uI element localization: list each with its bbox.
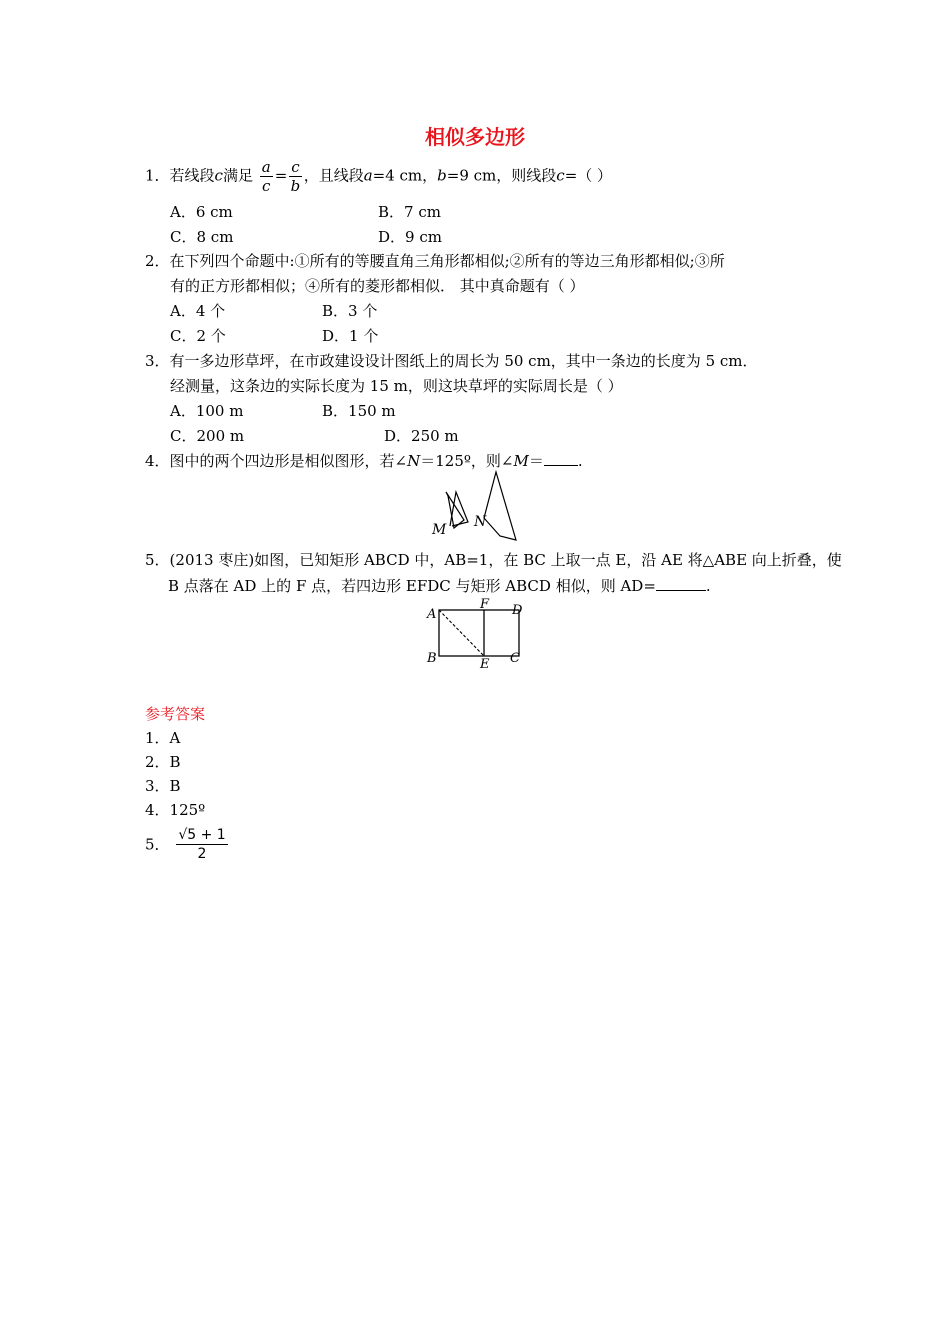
label-a: A <box>427 607 437 622</box>
q1-option-c: C．8 cm <box>170 228 234 246</box>
q2-option-a: A．4 个 <box>170 302 226 320</box>
fold-line-ae <box>439 610 484 656</box>
q2-option-b: B．3 个 <box>322 302 378 320</box>
label-c: C <box>510 651 520 666</box>
question-3-line-1: 3．有一多边形草坪，在市政建设设计图纸上的周长为 50 cm，其中一条边的长度为 5 cm． <box>145 352 758 370</box>
q2-option-c: C．2 个 <box>170 327 226 345</box>
similar-quadrilaterals-figure <box>426 470 522 542</box>
answer-5: 5． $\frac{√5 + 1}{2}$ <box>145 827 226 862</box>
q3-option-a: A．100 m <box>170 402 244 420</box>
question-1: 1．若线段c满足 $\frac{a}{c}$ = $\frac{c}{b}$ ，且线段a=4 cm，b=9 cm，则线段c=（ ） <box>145 158 613 195</box>
rectangle-abcd <box>439 610 519 656</box>
answers-heading: 参考答案 <box>145 705 206 723</box>
label-m: M <box>432 522 447 538</box>
question-5-line-1: 5．(2013 枣庄)如图，已知矩形 ABCD 中，AB=1，在 BC 上取一点 E，沿 AE 将△ABE 向上折叠，使 <box>145 551 842 569</box>
fraction-a-over-c: $\frac{a}{c}$ <box>261 158 271 195</box>
fraction-c-over-b: $\frac{c}{b}$ <box>290 158 301 195</box>
question-2-line-1: 2．在下列四个命题中:①所有的等腰直角三角形都相似;②所有的等边三角形都相似;③所 <box>145 252 725 270</box>
label-e: E <box>480 657 490 672</box>
answer-2: 2．B <box>145 753 181 771</box>
label-n: N <box>474 514 487 530</box>
answer-5-fraction: $\frac{√5 + 1}{2}$ <box>178 827 226 862</box>
label-d: D <box>512 603 523 618</box>
q3-option-b: B．150 m <box>322 402 396 420</box>
question-4: 4．图中的两个四边形是相似图形，若∠N＝125º，则∠M＝ . <box>145 452 583 470</box>
q2-option-d: D．1 个 <box>322 327 379 345</box>
question-2-line-2: 有的正方形都相似；④所有的菱形都相似． 其中真命题有（ ） <box>170 277 585 295</box>
q3-option-c: C．200 m <box>170 427 245 445</box>
question-5-line-2: B 点落在 AD 上的 F 点，若四边形 EFDC 与矩形 ABCD 相似，则 AD= . <box>168 577 711 595</box>
q1-option-a: A．6 cm <box>170 203 233 221</box>
label-f: F <box>480 598 490 612</box>
answer-4: 4．125º <box>145 801 206 819</box>
answer-blank-q5[interactable] <box>656 576 706 591</box>
answer-blank-q4[interactable] <box>544 451 578 466</box>
label-b: B <box>427 651 437 666</box>
page-title: 相似多边形 <box>425 125 525 149</box>
quadrilateral-n <box>484 472 516 540</box>
q1-option-b: B．7 cm <box>378 203 441 221</box>
answer-1: 1．A <box>145 729 181 747</box>
q1-option-d: D．9 cm <box>378 228 442 246</box>
question-3-line-2: 经测量，这条边的实际长度为 15 m，则这块草坪的实际周长是（ ） <box>170 377 623 395</box>
answer-3: 3．B <box>145 777 181 795</box>
rectangle-fold-figure <box>424 598 528 674</box>
q3-option-d: D．250 m <box>384 427 459 445</box>
